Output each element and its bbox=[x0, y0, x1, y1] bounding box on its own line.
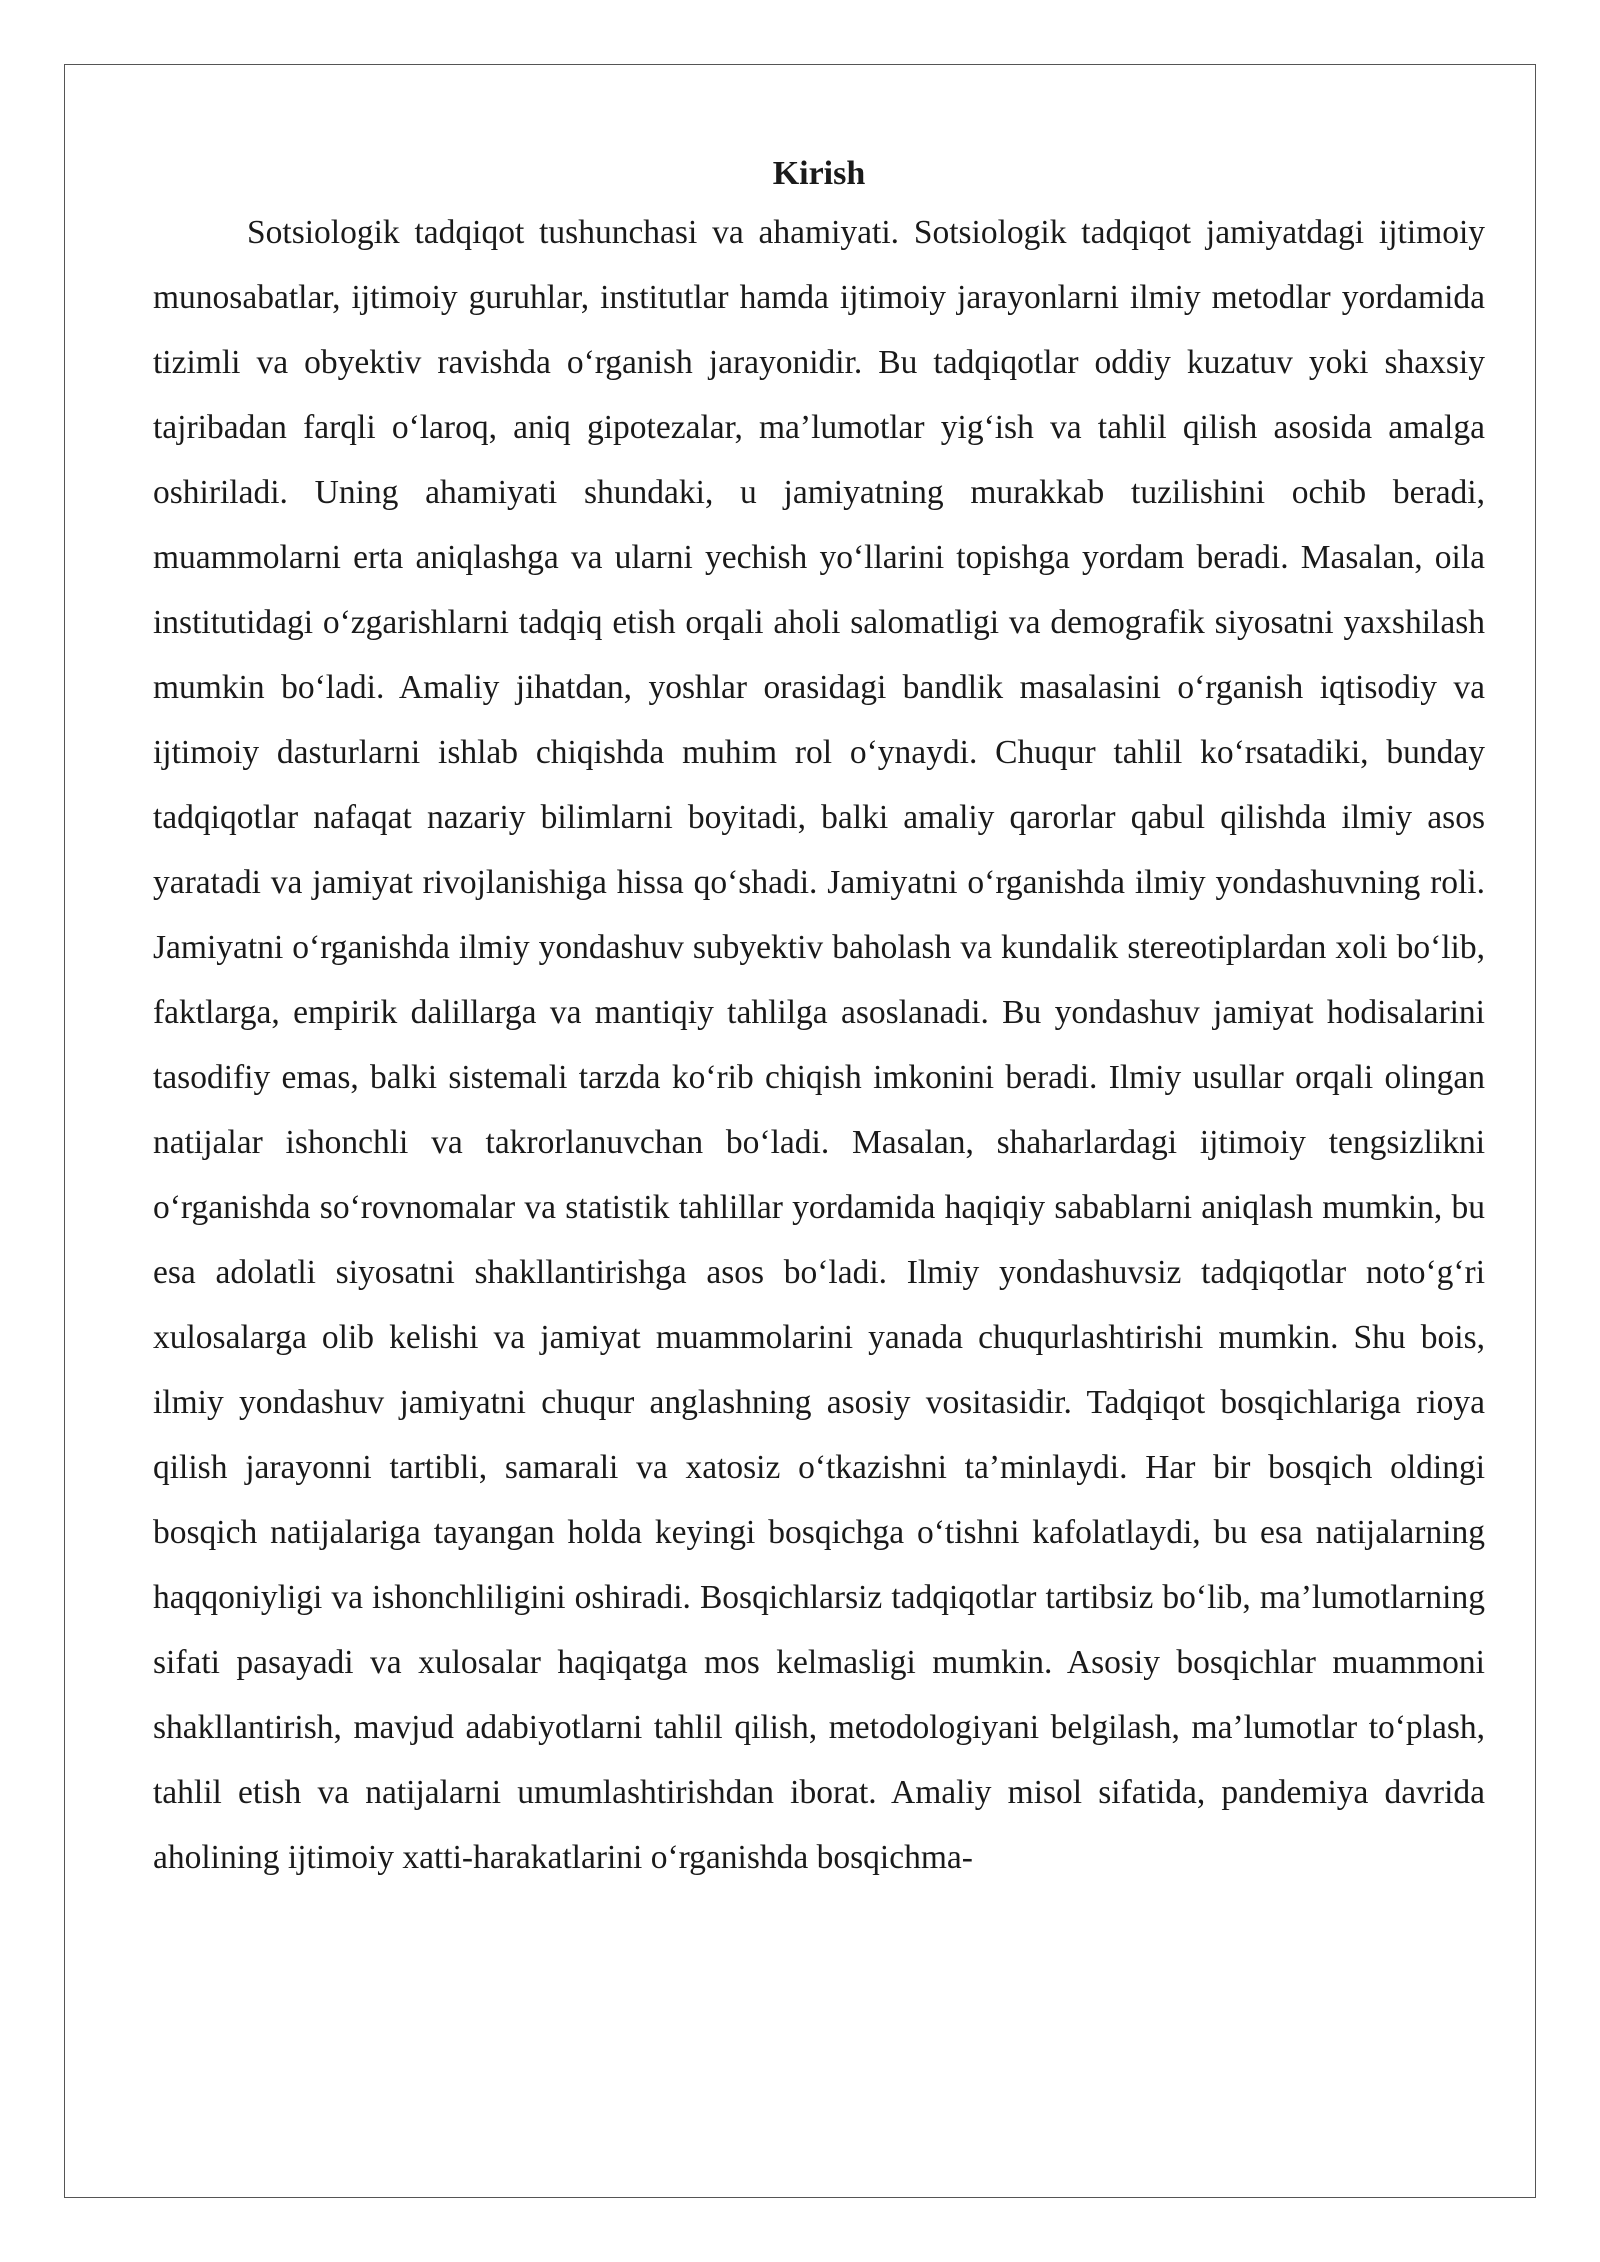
document-body bbox=[153, 148, 1485, 1890]
body-paragraph: Sotsiologik tadqiqot tushunchasi va ahamiyati. Sotsiologik tadqiqot jamiyatdagi ijtimoiy munosabatlar, ijtimoiy guruhlar, institutlar hamda ijtimoiy jarayonlarni ilmiy metodlar yordamida tizimli va obyektiv ravishda o‘rganish jarayonidir. Bu tadqiqotlar oddiy kuzatuv yoki shaxsiy tajribadan farqli o‘laroq, aniq gipotezalar, ma’lumotlar yig‘ish va tahlil qilish asosida amalga oshiriladi. Uning ahamiyati shundaki, u jamiyatning murakkab tuzilishini ochib beradi, muammolarni erta aniqlashga va ularni yechish yo‘llarini topishga yordam beradi. Masalan, oila institutidagi o‘zgarishlarni tadqiq etish orqali aholi salomatligi va demografik siyosatni yaxshilash mumkin bo‘ladi. Amaliy jihatdan, yoshlar orasidagi bandlik masalasini o‘rganish iqtisodiy va ijtimoiy dasturlarni ishlab chiqishda muhim rol o‘ynaydi. Chuqur tahlil ko‘rsatadiki, bunday tadqiqotlar nafaqat nazariy bilimlarni boyitadi, balki amaliy qarorlar qabul qilishda ilmiy asos yaratadi va jamiyat rivojlanishiga hissa qo‘shadi. Jamiyatni o‘rganishda ilmiy yondashuvning roli. Jamiyatni o‘rganishda ilmiy yondashuv subyektiv baholash va kundalik stereotiplardan xoli bo‘lib, faktlarga, empirik dalillarga va mantiqiy tahlilga asoslanadi. Bu yondashuv jamiyat hodisalarini tasodifiy emas, balki sistemali tarzda ko‘rib chiqish imkonini beradi. Ilmiy usullar orqali olingan natijalar ishonchli va takrorlanuvchan bo‘ladi. Masalan, shaharlardagi ijtimoiy tengsizlikni o‘rganishda so‘rovnomalar va statistik tahlillar yordamida haqiqiy sabablarni aniqlash mumkin, bu esa adolatli siyosatni shakllantirishga asos bo‘ladi. Ilmiy yondashuvsiz tadqiqotlar noto‘g‘ri xulosalarga olib kelishi va jamiyat muammolarini yanada chuqurlashtirishi mumkin. Shu bois, ilmiy yondashuv jamiyatni chuqur anglashning asosiy vositasidir. Tadqiqot bosqichlariga rioya qilish jarayonni tartibli, samarali va xatosiz o‘tkazishni ta’minlaydi. Har bir bosqich oldingi bosqich natijalariga tayangan holda keyingi bosqichga o‘tishni kafolatlaydi, bu esa natijalarning haqqoniyligi va ishonchliligini oshiradi. Bosqichlarsiz tadqiqotlar tartibsiz bo‘lib, ma’lumotlarning sifati pasayadi va xulosalar haqiqatga mos kelmasligi mumkin. Asosiy bosqichlar muammoni shakllantirish, mavjud adabiyotlarni tahlil qilish, metodologiyani belgilash, ma’lumotlar to‘plash, tahlil etish va natijalarni umumlashtirishdan iborat. Amaliy misol sifatida, pandemiya davrida aholining ijtimoiy xatti-harakatlarini o‘rganishda bosqichma- bbox=[153, 214, 1485, 1876]
section-title: Kirish bbox=[772, 155, 866, 192]
